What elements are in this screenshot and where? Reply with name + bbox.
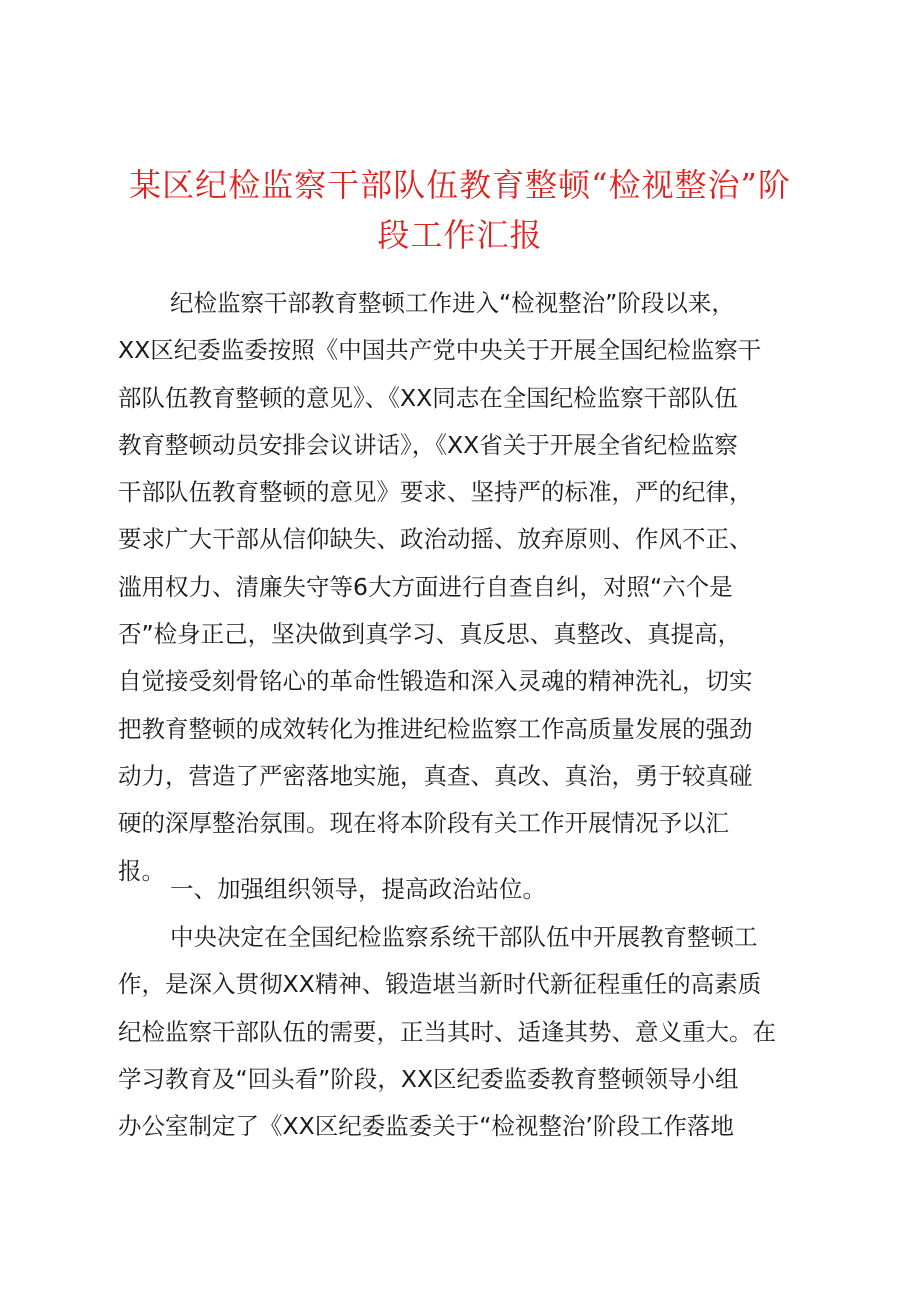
title-line-1: 某区纪检监察干部队伍教育整顿“检视整治”阶 (129, 166, 791, 204)
paragraph-line: 否”检身正己，坚决做到真学习、真反思、真整改、真提高， (118, 620, 742, 649)
paragraph-line: 把教育整顿的成效转化为推进纪检监察工作高质量发展的强劲 (118, 714, 753, 743)
paragraph-line: 纪检监察干部教育整顿工作进入“检视整治”阶段以来， (170, 289, 735, 317)
paragraph-line: 部队伍教育整顿的意见》、《XX同志在全国纪检监察干部队伍 (118, 383, 738, 412)
paragraph-line: 教育整顿动员安排会议讲话》，《XX省关于开展全省纪检监察 (118, 430, 738, 459)
paragraph-line: 硬的深厚整治氛围。现在将本阶段有关工作开展情况予以汇 (118, 809, 729, 838)
paragraph-line: 办公室制定了《XX区纪委监委关于“检视整治’阶段工作落地 (118, 1112, 734, 1141)
paragraph-line: 学习教育及“回头看”阶段，XX区纪委监委教育整顿领导小组 (118, 1064, 739, 1093)
paragraph-line: 滥用权力、清廉失守等6大方面进行自查自纠，对照“六个是 (118, 572, 733, 601)
section-heading-1 (118, 866, 808, 913)
paragraph-line: 干部队伍教育整顿的意见》要求、坚持严的标准，严的纪律， (118, 478, 753, 507)
paragraph-line: 动力，营造了严密落地实施，真查、真改、真治，勇于较真碰 (118, 761, 753, 790)
paragraph-line: XX区纪委监委按照《中国共产党中央关于开展全国纪检监察干 (118, 336, 762, 365)
intro-paragraph (118, 280, 808, 895)
paragraph-line: 报。 (118, 856, 165, 885)
paragraph-line: 作，是深入贯彻XX精神、锻造堪当新时代新征程重任的高素质 (118, 970, 762, 999)
paragraph-line: 中央决定在全国纪检监察系统干部队伍中开展教育整顿工 (170, 923, 758, 951)
section-heading-text: 一、加强组织领导，提高政治站位。 (170, 875, 546, 903)
document-title (118, 160, 802, 260)
paragraph-line: 自觉接受刻骨铭心的革命性锻造和深入灵魂的精神洗礼，切实 (118, 667, 753, 696)
section-paragraph-1 (118, 914, 808, 1150)
title-line-2: 段工作汇报 (377, 216, 543, 254)
paragraph-line: 要求广大干部从信仰缺失、政治动摇、放弃原则、作风不正、 (118, 525, 753, 554)
paragraph-line: 纪检监察干部队伍的需要，正当其时、适逢其势、意义重大。在 (118, 1017, 776, 1046)
